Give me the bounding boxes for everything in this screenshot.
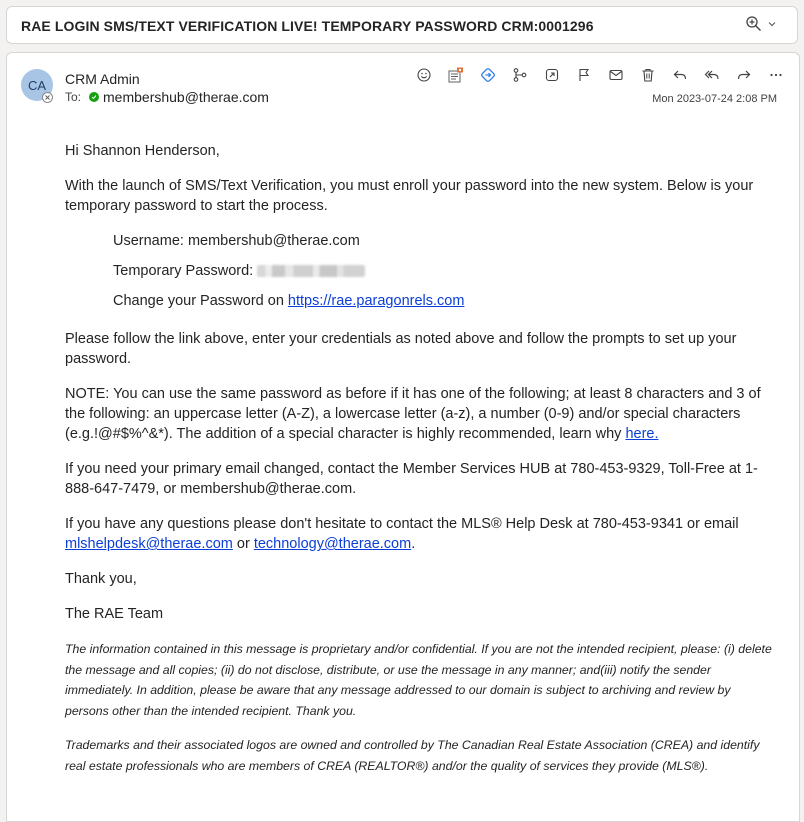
message-pane [6, 52, 800, 822]
confidentiality-disclaimer: The information contained in this message is proprietary and/or confidential. If you are not the intended recipient, please: (i) delete the message and all copies; (ii) do not disclose, distribute, or use the message in any manner; and(iii) notify the sender immediately. In addition, please be aware that any message addressed to our domain is subject to archiving and review by persons other than the intended recipient. Thank you. [65, 642, 772, 718]
follow-paragraph: Please follow the link above, enter your credentials as noted above and follow the prompts to set up your password. [65, 331, 737, 367]
questions-text: If you have any questions please don't hesitate to contact the MLS® Help Desk at 780-453-9341 or email [65, 516, 739, 532]
recipient[interactable]: membershub@therae.com [103, 89, 269, 105]
more-button[interactable] [760, 65, 792, 85]
message-toolbar [408, 65, 792, 85]
message-date: Mon 2023-07-24 2:08 PM [652, 93, 777, 105]
flag-icon [576, 67, 592, 83]
redacted-password [257, 265, 365, 277]
trademark-disclaimer: Trademarks and their associated logos are owned and controlled by The Canadian Real Estate Association (CREA) and identify real estate professionals who are members of CREA (REALTOR®) and/or the quality of services they provide (MLS®). [65, 738, 760, 773]
sticker-icon [544, 67, 560, 83]
email-change-paragraph: If you need your primary email changed, contact the Member Services HUB at 780-453-9329, Toll-Free at 1-888-647-7479, or membershub@therae.com. [65, 461, 758, 497]
subject-title: RAE LOGIN SMS/TEXT VERIFICATION LIVE! TEMPORARY PASSWORD CRM:0001296 [21, 18, 594, 34]
translate-icon [479, 66, 497, 84]
temp-password-line [113, 261, 777, 281]
reply-icon [672, 67, 688, 83]
flow-button[interactable] [504, 65, 536, 85]
trash-icon [640, 67, 656, 83]
technology-email-link[interactable]: technology@therae.com [253, 536, 412, 552]
presence-unknown-icon [42, 92, 53, 103]
to-label: To: [65, 90, 82, 104]
credentials-block [65, 231, 777, 311]
temp-password-label: Temporary Password: [113, 263, 254, 279]
questions-paragraph [65, 514, 777, 554]
intro-paragraph: With the launch of SMS/Text Verification, you must enroll your password into the new system. Below is your temporary password to start the process. [65, 178, 754, 214]
reply-all-icon [704, 67, 720, 83]
delete-button[interactable] [632, 65, 664, 85]
reply-all-button[interactable] [696, 65, 728, 85]
mail-icon [608, 67, 624, 83]
presence-available-icon [89, 92, 99, 102]
note-paragraph [65, 384, 777, 444]
here-link[interactable]: here. [625, 426, 659, 442]
chevron-down-icon [767, 19, 777, 29]
greeting: Hi Shannon Henderson, [65, 143, 220, 159]
change-password-line [113, 291, 777, 311]
forward-button[interactable] [728, 65, 760, 85]
to-row [65, 89, 269, 105]
translate-button[interactable] [472, 65, 504, 85]
forward-icon [736, 67, 752, 83]
note-text: NOTE: You can use the same password as before if it has one of the following; at least 8 characters and 3 of the following: an uppercase letter (A-Z), a lowercase letter (a-z), a number (0-9) and/or special characters (e.g.!@#$%^&*). The addition of a special character is highly recommended, learn why [65, 386, 761, 442]
flag-button[interactable] [568, 65, 600, 85]
signature: The RAE Team [65, 606, 164, 622]
avatar-initials: CA [27, 77, 47, 93]
emoji-button[interactable] [408, 65, 440, 85]
more-icon [768, 67, 784, 83]
thanks: Thank you, [65, 571, 137, 587]
zoom-button[interactable] [745, 15, 777, 33]
emoji-icon [416, 67, 432, 83]
questions-end: . [411, 536, 416, 552]
sticker-button[interactable] [536, 65, 568, 85]
message-body [65, 141, 777, 790]
apps-icon [447, 66, 465, 84]
mark-unread-button[interactable] [600, 65, 632, 85]
zoom-icon [745, 15, 763, 33]
flow-icon [512, 67, 528, 83]
reply-button[interactable] [664, 65, 696, 85]
questions-or: or [232, 536, 254, 552]
sender-name[interactable]: CRM Admin [65, 71, 140, 87]
apps-button[interactable] [440, 65, 472, 85]
subject-bar [6, 6, 798, 44]
change-password-text: Change your Password on [113, 293, 288, 309]
username-line: Username: membershub@therae.com [113, 233, 360, 249]
change-password-link[interactable]: https://rae.paragonrels.com [287, 293, 465, 309]
helpdesk-email-link[interactable]: mlshelpdesk@therae.com [65, 536, 233, 552]
